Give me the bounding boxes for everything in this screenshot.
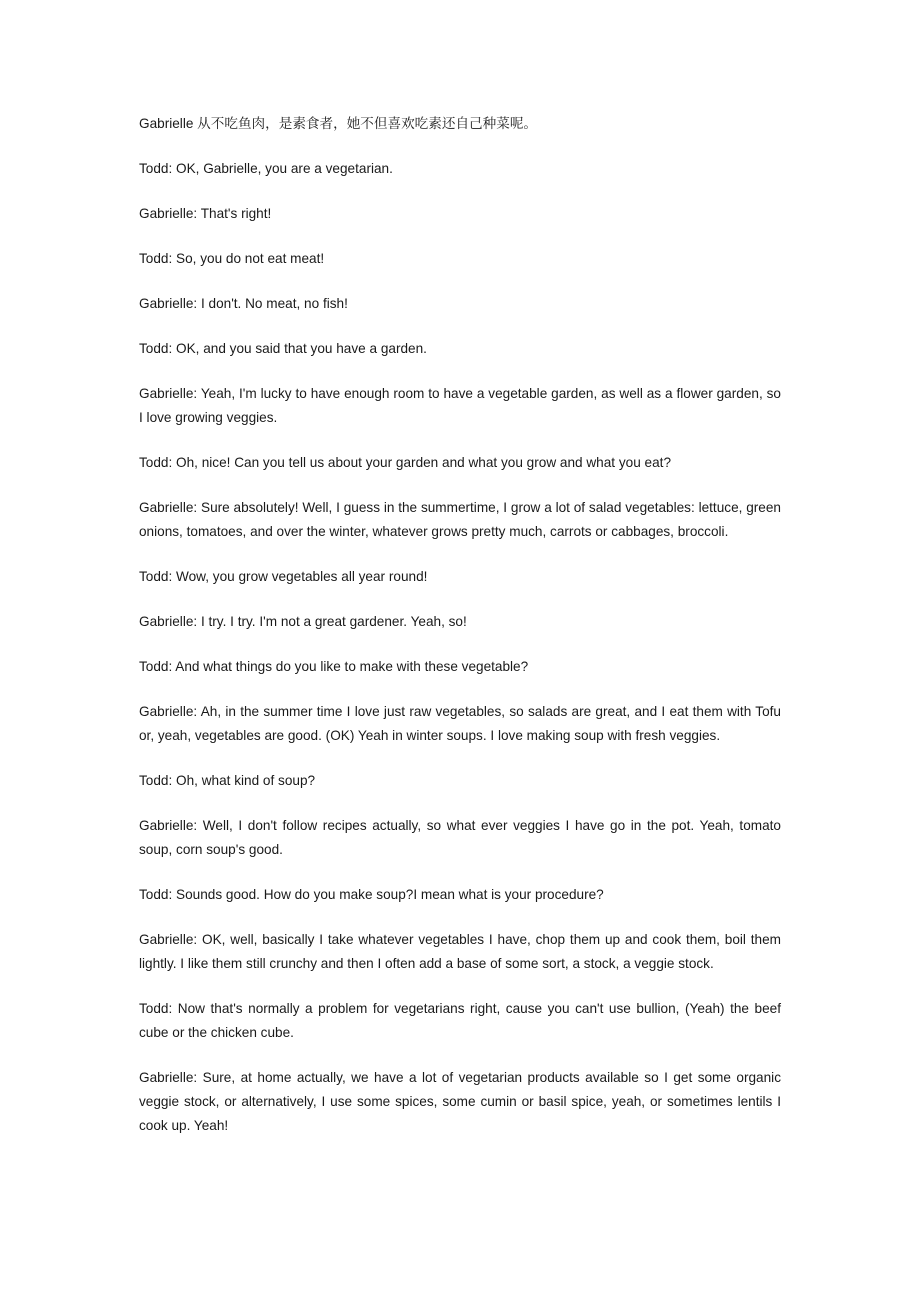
- dialogue-line: Gabrielle: Well, I don't follow recipes actually, so what ever veggies I have go in the pot. Yeah, tomato soup, corn soup's good.: [139, 818, 781, 857]
- dialogue-line: Todd: Wow, you grow vegetables all year round!: [139, 569, 428, 584]
- dialogue-line: Gabrielle: Sure, at home actually, we have a lot of vegetarian products available so I get some organic veggie stock, or alternatively, I use some spices, some cumin or basil spice, yeah, or sometimes lentils I cook up. Yeah!: [139, 1070, 781, 1133]
- dialogue-line: Todd: So, you do not eat meat!: [139, 251, 325, 266]
- dialogue-line: Todd: Now that's normally a problem for vegetarians right, cause you can't use bullion, (Yeah) the beef cube or the chicken cube.: [139, 1001, 781, 1040]
- dialogue-line: Gabrielle: Yeah, I'm lucky to have enough room to have a vegetable garden, as well as a flower garden, so I love growing veggies.: [139, 386, 781, 425]
- dialogue-line: Todd: OK, Gabrielle, you are a vegetarian.: [139, 161, 393, 176]
- dialogue-line: Gabrielle: Ah, in the summer time I love just raw vegetables, so salads are great, and I eat them with Tofu or, yeah, vegetables are good. (OK) Yeah in winter soups. I love making soup with fresh veggies.: [139, 704, 781, 743]
- dialogue-line: Gabrielle: That's right!: [139, 206, 272, 221]
- dialogue-line: Gabrielle: I try. I try. I'm not a great gardener. Yeah, so!: [139, 614, 467, 629]
- dialogue-line: Gabrielle: Sure absolutely! Well, I guess in the summertime, I grow a lot of salad vegetables: lettuce, green onions, tomatoes, and over the winter, whatever grows pretty much, carrots or cabbages, broccoli.: [139, 500, 781, 539]
- dialogue-line: Todd: And what things do you like to make with these vegetable?: [139, 659, 529, 674]
- intro-line: Gabrielle 从不吃鱼肉，是素食者，她不但喜欢吃素还自己种菜呢。: [139, 116, 538, 131]
- document-page: [139, 112, 781, 1159]
- dialogue-line: Todd: Oh, nice! Can you tell us about your garden and what you grow and what you eat?: [139, 455, 672, 470]
- dialogue-line: Gabrielle: OK, well, basically I take whatever vegetables I have, chop them up and cook them, boil them lightly. I like them still crunchy and then I often add a base of some sort, a stock, a veggie stock.: [139, 932, 781, 971]
- dialogue-line: Gabrielle: I don't. No meat, no fish!: [139, 296, 348, 311]
- dialogue-line: Todd: OK, and you said that you have a garden.: [139, 341, 427, 356]
- dialogue-line: Todd: Sounds good. How do you make soup?I mean what is your procedure?: [139, 887, 604, 902]
- dialogue-line: Todd: Oh, what kind of soup?: [139, 773, 316, 788]
